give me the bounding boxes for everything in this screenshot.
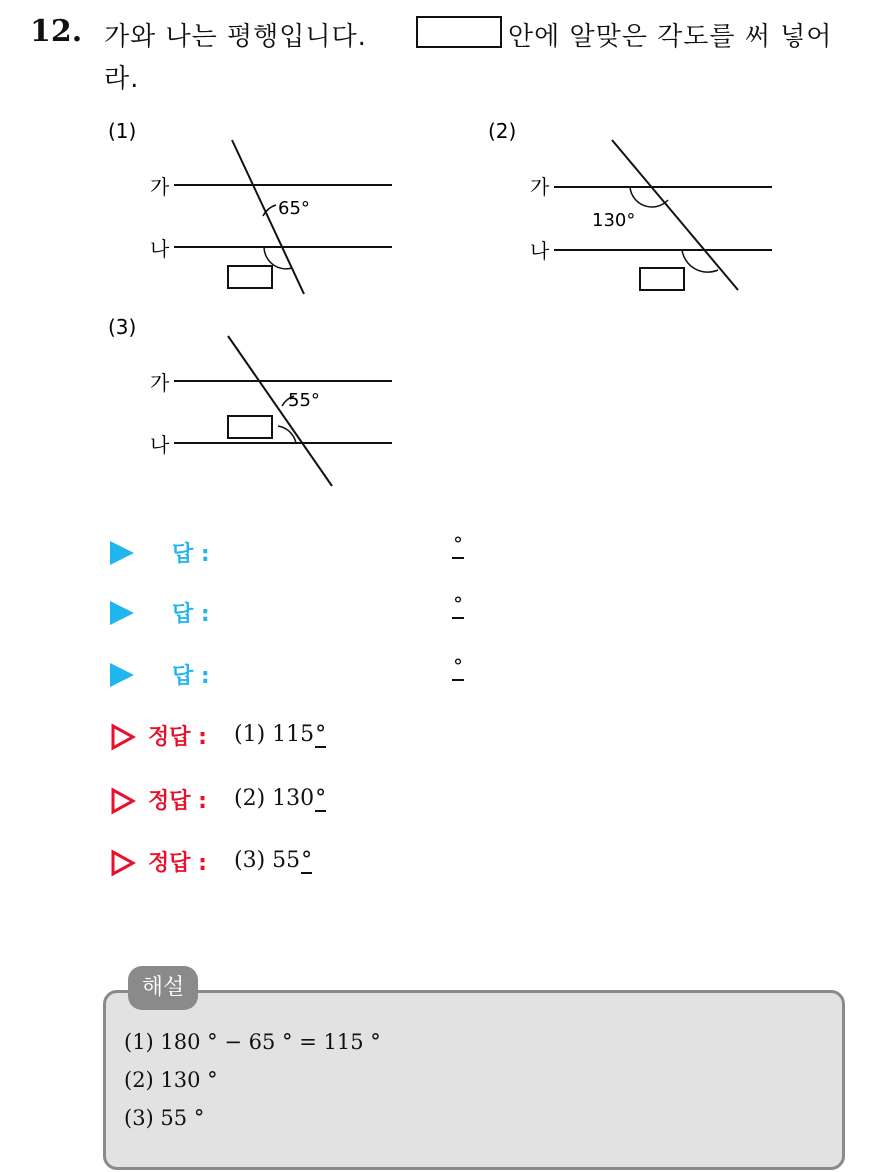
figure-1-line-top-label: 가 bbox=[150, 175, 170, 199]
answer-arrow-icon bbox=[110, 541, 134, 565]
answer-arrow-icon bbox=[110, 663, 134, 687]
figure-2-label: (2) bbox=[488, 119, 517, 143]
figure-2-given-angle: 130° bbox=[592, 210, 636, 231]
answer-row-2 bbox=[110, 592, 530, 633]
figure-2-blank-box bbox=[640, 268, 684, 290]
degree-symbol: ° bbox=[315, 722, 327, 747]
explanation-line-3: (3) 55 ° bbox=[124, 1106, 205, 1130]
answer-arrow-icon bbox=[110, 601, 134, 625]
degree-symbol: ° bbox=[315, 786, 327, 811]
figure-3-label: (3) bbox=[108, 315, 137, 339]
solution-row-2 bbox=[110, 784, 610, 820]
answer-row-3 bbox=[110, 654, 530, 695]
question-text-line1-start: 가와 나는 평행입니다. bbox=[104, 22, 367, 52]
explanation-line-1: (1) 180 ° − 65 ° = 115 ° bbox=[124, 1030, 381, 1054]
figure-2-line-bottom-label: 나 bbox=[530, 239, 550, 263]
solution-label: 정답 : bbox=[148, 725, 207, 750]
figure-3-transversal bbox=[228, 336, 332, 486]
solution-label: 정답 : bbox=[148, 789, 207, 814]
answer-label: 답 : bbox=[172, 542, 210, 567]
explanation-tab: 해설 bbox=[128, 966, 198, 1010]
figure-2 bbox=[480, 110, 780, 300]
answer-label: 답 : bbox=[172, 602, 210, 627]
solution-arrow-icon bbox=[110, 787, 136, 815]
explanation-line-2: (2) 130 ° bbox=[124, 1068, 218, 1092]
solution-arrow-icon bbox=[110, 849, 136, 877]
figure-1-line-bottom-label: 나 bbox=[150, 237, 170, 261]
answer-label: 답 : bbox=[172, 664, 210, 689]
degree-symbol: ° bbox=[301, 848, 313, 873]
figure-3-given-angle: 55° bbox=[288, 390, 320, 411]
solution-arrow-icon bbox=[110, 723, 136, 751]
figure-2-angle-arc-top bbox=[630, 187, 668, 207]
figure-1-blank-box bbox=[228, 266, 272, 288]
solution-row-3 bbox=[110, 846, 610, 882]
question-text-line2: 라. bbox=[104, 64, 140, 94]
figure-3-blank-box bbox=[228, 416, 272, 438]
figure-3-line-bottom-label: 나 bbox=[150, 433, 170, 457]
figure-3 bbox=[100, 306, 400, 496]
answer-blank-2[interactable]: ° bbox=[452, 591, 464, 619]
solution-label: 정답 : bbox=[148, 851, 207, 876]
figure-3-line-top-label: 가 bbox=[150, 371, 170, 395]
figure-1 bbox=[100, 110, 400, 300]
solution-value-2: (2) 130° bbox=[234, 786, 327, 811]
solution-value-1: (1) 115° bbox=[234, 722, 327, 747]
blank-box bbox=[416, 16, 502, 48]
figure-1-label: (1) bbox=[108, 119, 137, 143]
answer-blank-1[interactable]: ° bbox=[452, 531, 464, 559]
solution-row-1 bbox=[110, 720, 610, 756]
figure-2-line-top-label: 가 bbox=[530, 175, 550, 199]
figure-1-given-angle: 65° bbox=[278, 198, 310, 219]
answer-blank-3[interactable]: ° bbox=[452, 653, 464, 681]
question-text-line1-end: 안에 알맞은 각도를 써 넣어 bbox=[508, 22, 833, 52]
question-number: 12. bbox=[30, 14, 83, 49]
answer-row-1 bbox=[110, 532, 530, 573]
solution-value-3: (3) 55° bbox=[234, 848, 313, 873]
